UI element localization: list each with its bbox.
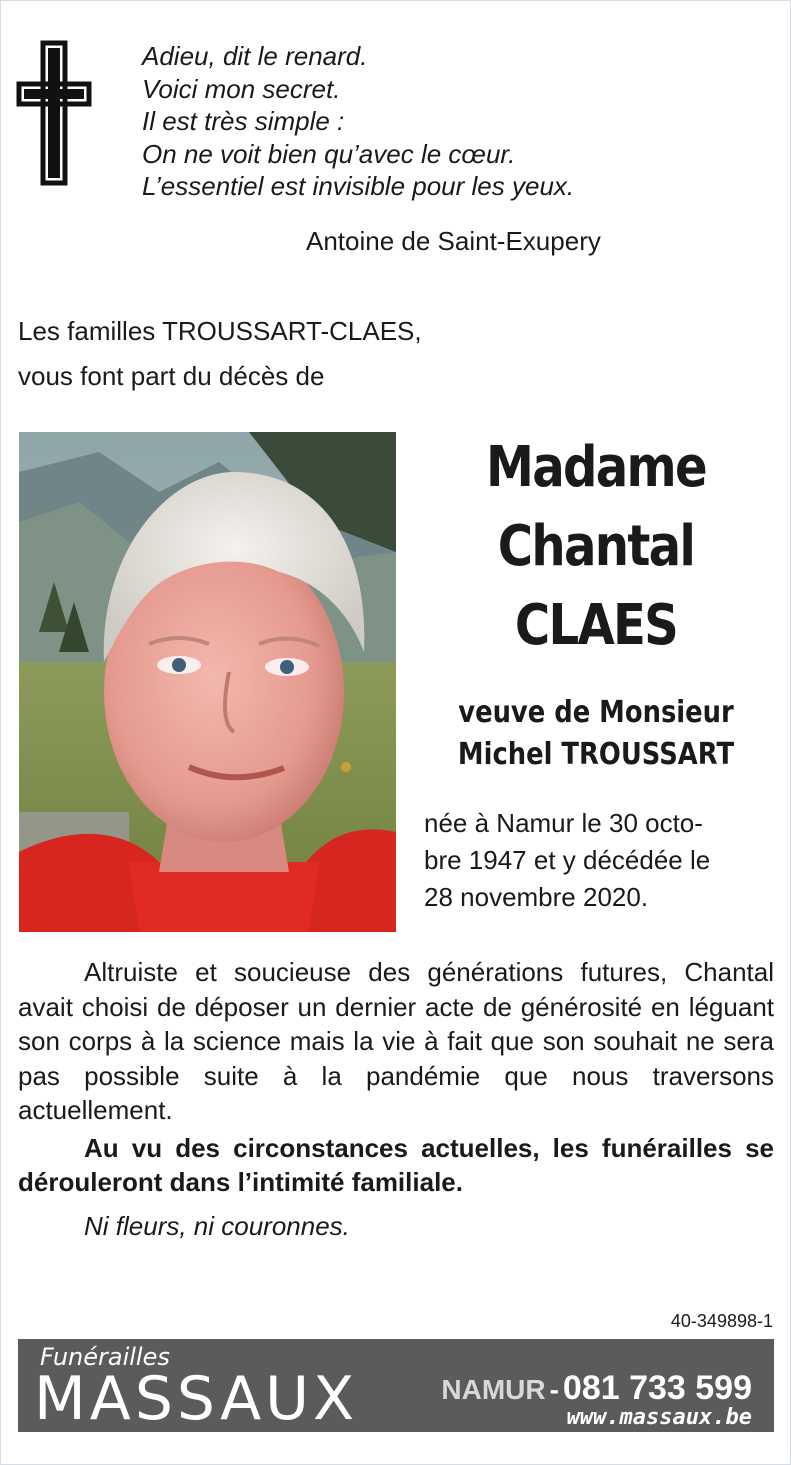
widow-line: veuve de Monsieur — [458, 695, 734, 730]
quote-line: Il est très simple : — [142, 106, 345, 136]
portrait-photo — [19, 432, 396, 932]
banner-separator: - — [549, 1374, 559, 1405]
banner-brand: MASSAUX — [34, 1364, 359, 1434]
quote-line: Voici mon secret. — [142, 73, 341, 104]
name-last: CLAES — [514, 593, 678, 658]
deceased-name — [418, 428, 774, 665]
quote-author: Antoine de Saint-Exupery — [306, 226, 601, 256]
name-title: Madame — [486, 435, 706, 500]
intro-line: vous font part du décès de — [18, 361, 325, 391]
banner-city: NAMUR — [441, 1374, 546, 1405]
birth-line: bre 1947 et y décédée le — [424, 845, 711, 875]
paragraph-funeral: Au vu des circonstances actuelles, les funérailles se dérouleront dans l’intimité familiale. — [18, 1132, 774, 1197]
cross-icon — [16, 40, 92, 186]
banner-subtitle: Funérailles — [40, 1343, 170, 1371]
birth-line: née à Namur le 30 octo- — [424, 808, 703, 838]
name-first: Chantal — [497, 514, 695, 579]
paragraph-flowers: Ni fleurs, ni couronnes. — [84, 1210, 350, 1241]
quote — [142, 40, 762, 203]
widow-of — [418, 692, 774, 776]
banner-contact — [441, 1369, 752, 1408]
announcement-intro — [18, 309, 718, 399]
quote-line: Adieu, dit le renard. — [142, 41, 368, 71]
banner-phone: 081 733 599 — [562, 1369, 752, 1407]
quote-line: L’essentiel est invisible pour les yeux. — [142, 171, 575, 201]
widow-line: Michel TROUSSART — [457, 737, 735, 772]
funeral-home-banner — [18, 1339, 774, 1432]
body-text — [18, 955, 774, 1243]
birth-line: 28 novembre 2020. — [424, 882, 649, 912]
intro-line: Les familles TROUSSART-CLAES, — [18, 316, 422, 346]
quote-line: On ne voit bien qu’avec le cœur. — [142, 138, 516, 169]
birth-death-info — [424, 805, 776, 916]
paragraph-altruism: Altruiste et soucieuse des générations futures, Chantal avait choisi de déposer un dernier acte de générosité en léguant son corps à la science mais la vie à fait que son souhait ne sera pas possible suite à la pandémie que nous traversons actuellement. — [18, 957, 774, 1125]
reference-number: 40-349898-1 — [670, 1311, 773, 1331]
banner-website[interactable]: www.massaux.be — [566, 1405, 752, 1430]
